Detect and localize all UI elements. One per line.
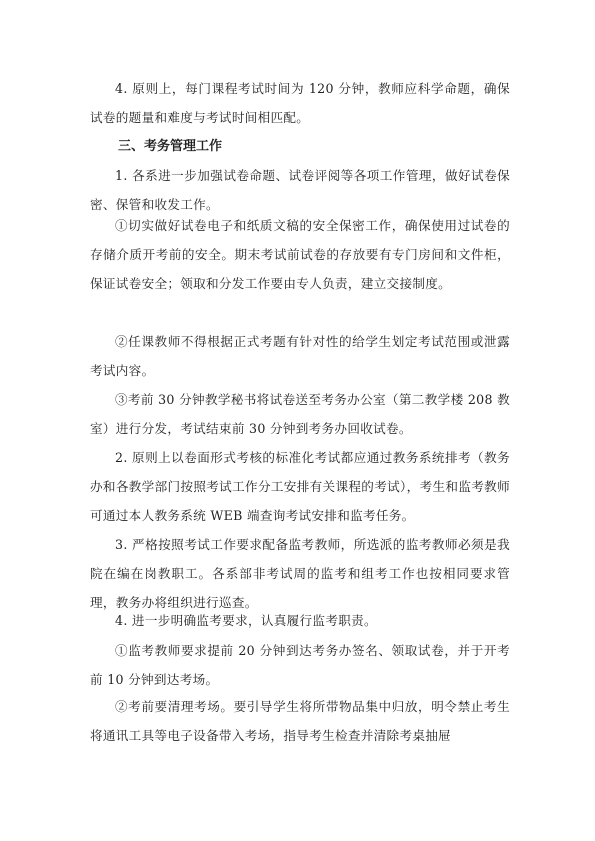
list-item-paper-delivery: ③考前 30 分钟教学秘书将试卷送至考务办公室（第二教学楼 208 教室）进行分发，考试结束前 30 分钟到考务办回收试卷。: [90, 392, 510, 436]
paragraph-invigilator-assignment: 3. 严格按照考试工作要求配备监考教师，所选派的监考教师必须是我院在编在岗教职工。各系部非考试周的监考和组考工作也按相同要求管理，教务办将组织进行巡查。: [90, 537, 510, 610]
paragraph-paper-security: 1. 各系进一步加强试卷命题、试卷评阅等各项工作管理，做好试卷保密、保管和收发工作。: [90, 168, 510, 212]
paragraph-invigilator-duties: 4. 进一步明确监考要求，认真履行监考职责。: [115, 613, 377, 628]
list-item-no-leak: ②任课教师不得根据正式考题有针对性的给学生划定考试范围或泄露考试内容。: [90, 334, 510, 378]
paragraph-system-scheduling: 2. 原则上以卷面形式考核的标准化考试都应通过教务系统排考（教务办和各教学部门按照考试工作分工安排有关课程的考试），考生和监考教师可通过本人教务系统 WEB 端查询考试安排和监考任务。: [90, 450, 510, 523]
section-heading-exam-management: 三、考务管理工作: [118, 139, 223, 154]
list-item-clear-room: ②考前要清理考场。要引导学生将所带物品集中归放，明令禁止考生将通讯工具等电子设备带入考场，指导考生检查并清除考桌抽屉: [90, 699, 510, 743]
list-item-arrival-time: ①监考教师要求提前 20 分钟到达考务办签名、领取试卷，并于开考前 10 分钟到达考场。: [90, 643, 510, 687]
list-item-storage-safety: ①切实做好试卷电子和纸质文稿的安全保密工作，确保使用过试卷的存储介质开考前的安全。期末考试前试卷的存放要有专门房间和文件柜，保证试卷安全；领取和分发工作要由专人负责，建立交接制度。: [90, 218, 510, 291]
paragraph-exam-duration: 4. 原则上，每门课程考试时间为 120 分钟，教师应科学命题，确保试卷的题量和难度与考试时间相匹配。: [90, 81, 510, 125]
